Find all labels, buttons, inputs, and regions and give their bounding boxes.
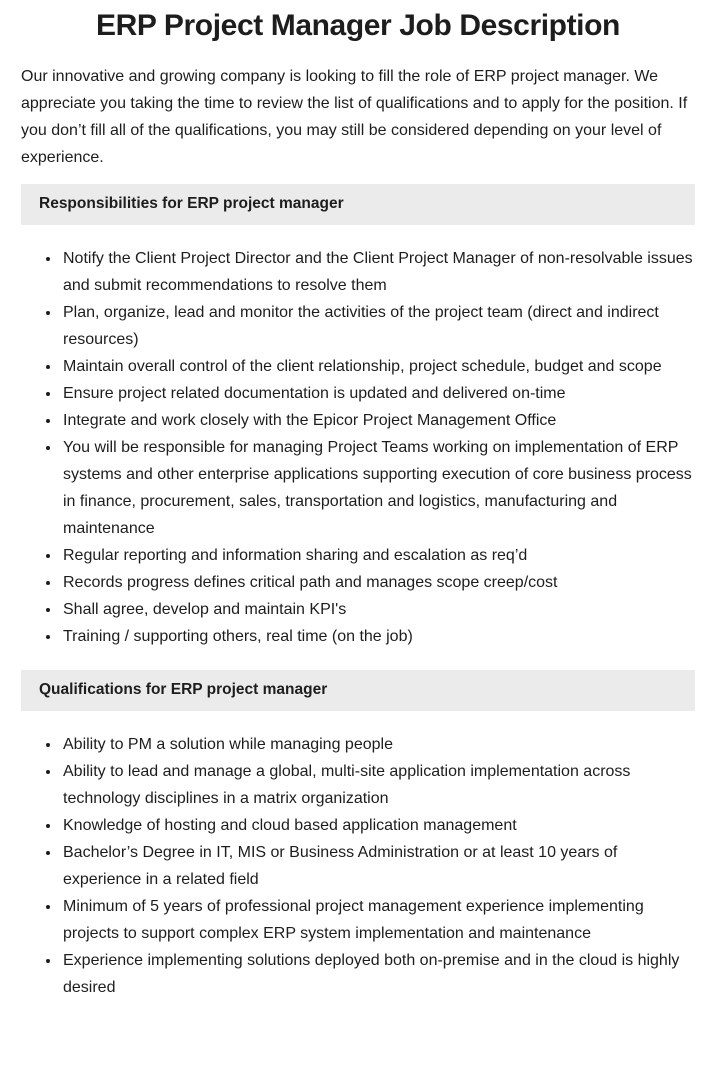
intro-paragraph: Our innovative and growing company is looking to fill the role of ERP project manager. We appreciate you taking the time to review the list of qualifications and to apply for the position. If you don’t fill all of the qualifications, you may still be considered depending on your level of experience. xyxy=(21,68,688,166)
list-item: • You will be responsible for managing Project Teams working on implementation of ERP systems and other enterprise applications supporting execution of core business process in finance, procurement, sales, transportation and logistics, manufacturing and maintenance xyxy=(61,434,695,542)
list-item: • Notify the Client Project Director and the Client Project Manager of non-resolvable issues and submit recommendations to resolve them xyxy=(61,245,695,299)
section-heading: Responsibilities for ERP project manager xyxy=(39,195,344,212)
list-item: • Experience implementing solutions deployed both on-premise and in the cloud is highly desired xyxy=(61,947,695,1001)
list-item: • Knowledge of hosting and cloud based application management xyxy=(61,812,695,839)
list-item: • Bachelor’s Degree in IT, MIS or Business Administration or at least 10 years of experience in a related field xyxy=(61,839,695,893)
list-item: • Integrate and work closely with the Epicor Project Management Office xyxy=(61,407,695,434)
list-item: • Minimum of 5 years of professional project management experience implementing projects to support complex ERP system implementation and maintenance xyxy=(61,893,695,947)
list-item: • Plan, organize, lead and monitor the activities of the project team (direct and indirect resources) xyxy=(61,299,695,353)
list-item: • Training / supporting others, real time (on the job) xyxy=(61,623,695,650)
section-heading: Qualifications for ERP project manager xyxy=(39,681,328,698)
list-item: • Ability to lead and manage a global, multi-site application implementation across technology disciplines in a matrix organization xyxy=(61,758,695,812)
responsibilities-list xyxy=(21,245,695,650)
list-item: • Ability to PM a solution while managing people xyxy=(61,731,695,758)
section-header-qualifications xyxy=(21,670,695,711)
list-item: • Records progress defines critical path and manages scope creep/cost xyxy=(61,569,695,596)
list-item: • Maintain overall control of the client relationship, project schedule, budget and scope xyxy=(61,353,695,380)
list-item: • Ensure project related documentation is updated and delivered on-time xyxy=(61,380,695,407)
section-header-responsibilities xyxy=(21,184,695,225)
list-item: • Shall agree, develop and maintain KPI's xyxy=(61,596,695,623)
page-title: ERP Project Manager Job Description xyxy=(96,9,620,42)
qualifications-list xyxy=(21,731,695,1001)
list-item: • Regular reporting and information sharing and escalation as req’d xyxy=(61,542,695,569)
